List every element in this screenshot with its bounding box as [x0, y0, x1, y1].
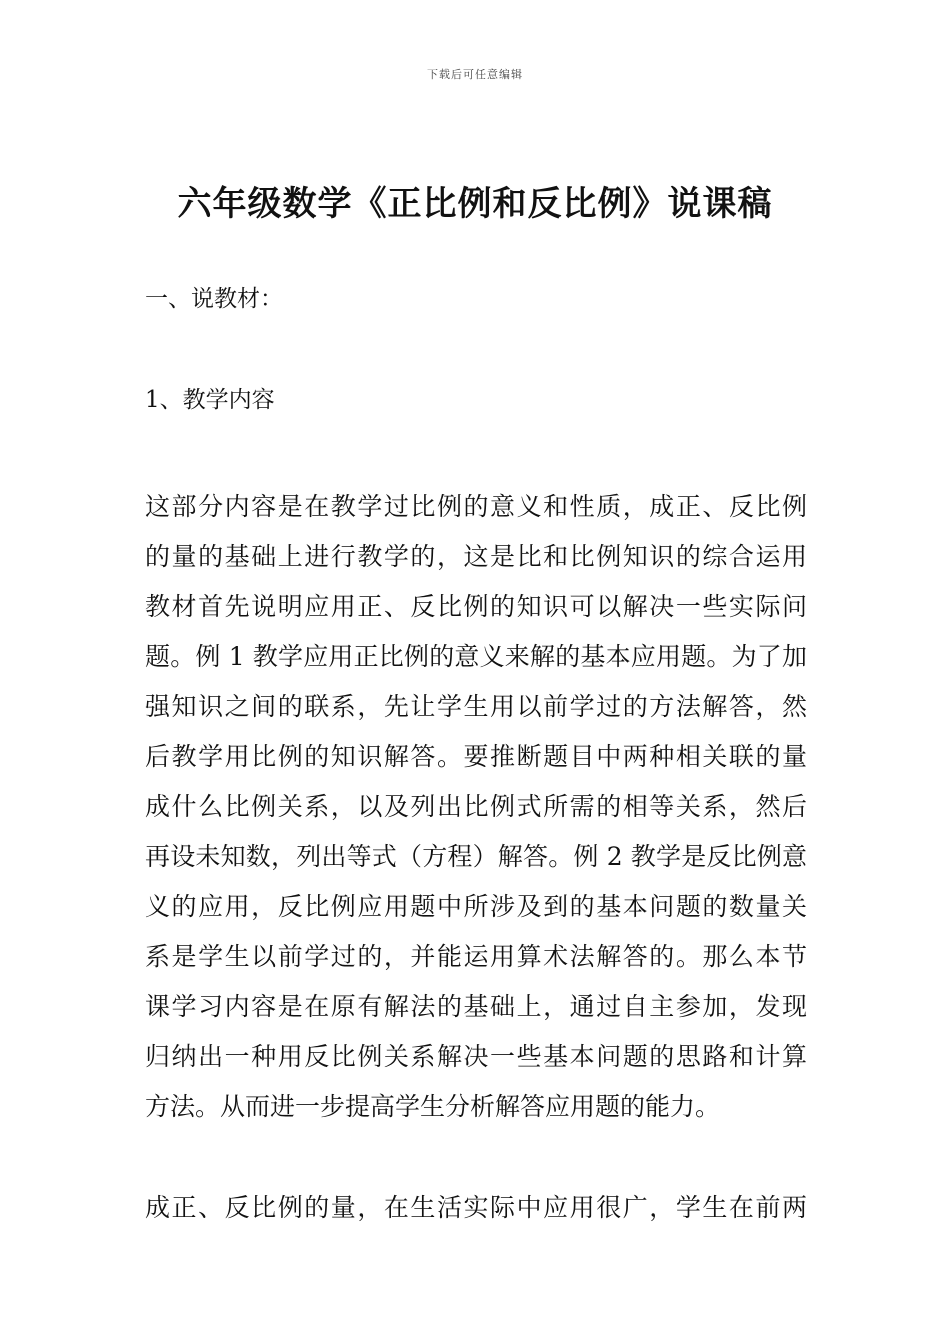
- paragraph-line: 再设未知数，列出等式（方程）解答。例 2 教学是反比例意: [145, 842, 807, 871]
- paragraph-line: 课学习内容是在原有解法的基础上，通过自主参加，发现: [145, 992, 807, 1021]
- paragraph-line: 系是学生以前学过的，并能运用算术法解答的。那么本节: [145, 942, 807, 971]
- paragraph-2: [145, 1183, 807, 1233]
- paragraph-line: 教材首先说明应用正、反比例的知识可以解决一些实际问: [145, 592, 807, 621]
- paragraph-gap: [145, 1132, 807, 1183]
- document-body: [145, 280, 807, 1233]
- section-heading: 一、说教材：: [145, 286, 283, 312]
- document-title: 六年级数学《正比例和反比例》说课稿: [177, 184, 773, 224]
- paragraph-line: 后教学用比例的知识解答。要推断题目中两种相关联的量: [145, 742, 807, 771]
- paragraph-1: [145, 482, 807, 1132]
- paragraph-line: 成什么比例关系，以及列出比例式所需的相等关系，然后: [145, 792, 807, 821]
- paragraph-line: 成正、反比例的量，在生活实际中应用很广，学生在前两: [145, 1193, 807, 1222]
- paragraph-line: 强知识之间的联系，先让学生用以前学过的方法解答，然: [145, 692, 807, 721]
- paragraph-line: 方法。从而进一步提高学生分析解答应用题的能力。: [145, 1092, 721, 1121]
- paragraph-line: 的量的基础上进行教学的，这是比和比例知识的综合运用: [145, 542, 807, 571]
- paragraph-line: 这部分内容是在教学过比例的意义和性质，成正、反比例: [145, 492, 807, 521]
- subsection-heading: 1、教学内容: [145, 387, 275, 413]
- paragraph-line: 归纳出一种用反比例关系解决一些基本问题的思路和计算: [145, 1042, 807, 1071]
- paragraph-line: 题。例 1 教学应用正比例的意义来解的基本应用题。为了加: [145, 642, 807, 671]
- header-note: 下载后可任意编辑: [427, 68, 523, 81]
- paragraph-line: 义的应用，反比例应用题中所涉及到的基本问题的数量关: [145, 892, 807, 921]
